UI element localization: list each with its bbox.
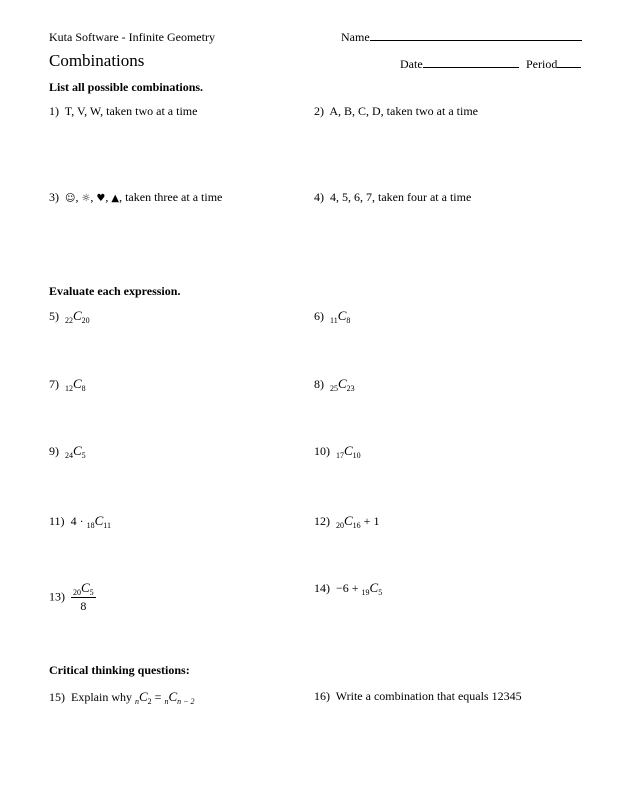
n-value: 20 [73,588,81,597]
question-2 [314,104,478,119]
r-value: 16 [352,521,361,530]
combination-symbol: C [73,443,82,458]
n-value: 24 [65,451,73,460]
question-number: 5) [49,309,59,323]
n-value: 18 [86,521,95,530]
question-number: 4) [314,190,324,204]
combination-symbol: C [94,513,104,528]
date-label: Date [400,57,423,71]
period-field[interactable] [526,57,581,72]
question-number: 2) [314,104,324,118]
n-value: 25 [330,384,338,393]
n-value: 17 [336,451,344,460]
n-value: 20 [336,521,344,530]
question-number: 13) [49,589,65,604]
combination-symbol: C [81,580,90,595]
question-text: , taken three at a time [119,190,223,204]
r-value: 10 [352,451,361,460]
question-number: 15) [49,690,65,704]
n-value: 22 [65,316,73,325]
combination-symbol: C [344,443,353,458]
combination-symbol: C [338,376,347,391]
section-list-heading: List all possible combinations. [49,80,204,94]
question-number: 10) [314,444,330,458]
prefix: 4 · [70,514,84,528]
question-16 [314,689,522,704]
sun-icon: ☼ [81,193,91,204]
question-text: Write a combination that equals 12345 [335,689,522,703]
question-3: 3) ☺, ☼, ♥, ▲, taken three at a time [49,190,223,204]
question-7 [49,376,86,392]
r-value: 5 [378,588,383,597]
date-field[interactable] [400,57,519,72]
question-number: 16) [314,689,330,703]
r-value: 20 [81,316,90,325]
question-number: 8) [314,377,324,391]
period-blank[interactable] [557,57,581,68]
question-number: 11) [49,514,65,528]
question-8 [314,376,355,392]
equals-sign: = [154,690,162,704]
suffix: + 1 [363,514,380,528]
triangle-icon: ▲ [111,193,120,204]
question-text: 4, 5, 6, 7, taken four at a time [330,190,472,204]
question-12 [314,513,379,529]
question-14 [314,580,382,596]
lhs-r-value: 2 [147,697,152,706]
name-blank[interactable] [370,30,582,41]
worksheet-title: Combinations [49,51,145,70]
numerator [71,580,96,598]
period-label: Period [526,57,558,71]
lhs-n-value: n [135,697,139,706]
name-field[interactable] [341,30,582,45]
question-text: Explain why [71,690,132,704]
fraction [71,580,96,614]
question-9 [49,443,86,459]
combination-symbol: C [369,580,379,595]
rhs-n-value: n [164,697,169,706]
question-6 [314,308,350,324]
heart-icon: ♥ [96,193,106,204]
combination-symbol: C [337,308,347,323]
combination-symbol: C [73,308,82,323]
r-value: 5 [89,588,94,597]
n-value: 19 [361,588,370,597]
question-number: 12) [314,514,330,528]
question-text: A, B, C, D, taken two at a time [329,104,478,118]
n-value: 11 [330,316,338,325]
question-1 [49,104,197,119]
question-text: T, V, W, taken two at a time [64,104,198,118]
question-4 [314,190,471,205]
question-13 [49,580,96,614]
question-number: 1) [49,104,59,118]
question-number: 14) [314,581,330,595]
denominator: 8 [80,599,87,613]
question-11 [49,513,111,529]
n-value: 12 [65,384,73,393]
r-value: 23 [346,384,355,393]
combination-symbol: C [139,689,148,704]
r-value: 11 [103,521,111,530]
question-number: 9) [49,444,59,458]
question-number: 6) [314,309,324,323]
software-label: Kuta Software - Infinite Geometry [49,30,215,44]
date-blank[interactable] [423,57,519,68]
question-5 [49,308,90,324]
question-15 [49,689,195,705]
smiley-icon: ☺ [65,193,76,204]
r-value: 5 [81,451,86,460]
r-value: 8 [346,316,351,325]
prefix: −6 + [336,581,359,595]
section-evaluate-heading: Evaluate each expression. [49,284,181,298]
name-label: Name [341,30,370,44]
question-number: 3) [49,190,59,204]
r-value: 8 [81,384,86,393]
question-number: 7) [49,377,59,391]
rhs-r-value: n − 2 [177,697,195,706]
question-10 [314,443,361,459]
combination-symbol: C [73,376,82,391]
combination-symbol: C [344,513,353,528]
combination-symbol: C [168,689,178,704]
section-critical-heading: Critical thinking questions: [49,663,190,677]
